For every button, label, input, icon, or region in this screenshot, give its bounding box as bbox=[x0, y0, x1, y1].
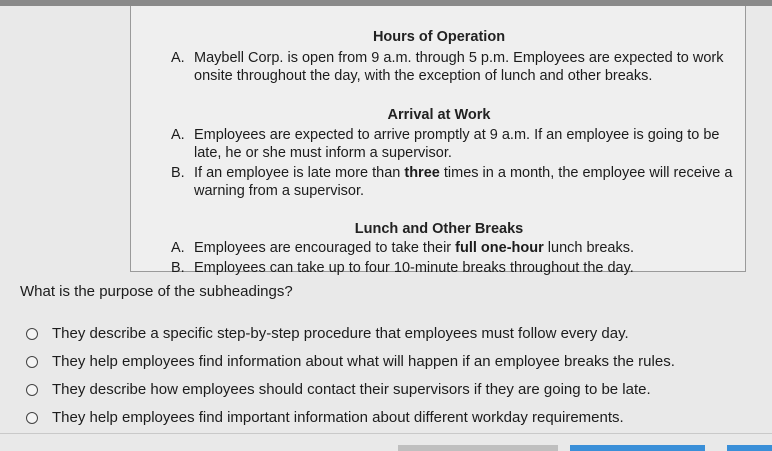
question-prompt: What is the purpose of the subheadings? bbox=[20, 283, 293, 300]
radio-button-icon[interactable] bbox=[26, 412, 38, 424]
item-letter: B. bbox=[171, 165, 185, 181]
lunch-item-b bbox=[131, 259, 747, 277]
item-letter: A. bbox=[171, 50, 185, 66]
hours-item-a bbox=[131, 49, 747, 85]
answer-option-label[interactable]: They help employees find important information about different workday requirements. bbox=[52, 409, 624, 426]
answer-option-label[interactable]: They describe how employees should contact their supervisors if they are going to be late. bbox=[52, 381, 651, 398]
footer-divider bbox=[0, 433, 772, 434]
item-text-part: lunch breaks. bbox=[543, 240, 635, 256]
item-letter: A. bbox=[171, 127, 185, 143]
radio-button-icon[interactable] bbox=[26, 356, 38, 368]
item-text: Employees are expected to arrive promptly at 9 a.m. If an employee is going to be late, he or she must inform a supervisor. bbox=[194, 127, 720, 161]
subheading-arrival-at-work: Arrival at Work bbox=[387, 107, 491, 123]
item-letter: B. bbox=[171, 260, 185, 276]
item-text-bold: full one-hour bbox=[455, 240, 544, 256]
item-text-part: Employees are encouraged to take their bbox=[194, 240, 456, 256]
section-hours-of-operation bbox=[131, 28, 747, 85]
answer-option-label[interactable]: They describe a specific step-by-step procedure that employees must follow every day. bbox=[52, 325, 629, 342]
item-letter: A. bbox=[171, 240, 185, 256]
item-text-part: times in a month, the employee will receive a warning from a supervisor. bbox=[194, 165, 733, 199]
arrival-item-a bbox=[131, 126, 747, 162]
radio-button-icon[interactable] bbox=[26, 328, 38, 340]
answer-option-4[interactable] bbox=[26, 404, 675, 432]
item-text-part: If an employee is late more than bbox=[194, 165, 405, 181]
footer-button-secondary[interactable] bbox=[727, 445, 772, 451]
answer-option-2[interactable] bbox=[26, 348, 675, 376]
item-text-bold: three bbox=[404, 165, 440, 181]
subheading-lunch-and-other-breaks: Lunch and Other Breaks bbox=[354, 221, 524, 237]
answer-option-label[interactable]: They help employees find information about what will happen if an employee breaks the rules. bbox=[52, 353, 675, 370]
radio-button-icon[interactable] bbox=[26, 384, 38, 396]
section-arrival-at-work bbox=[131, 106, 747, 200]
footer-button-primary[interactable] bbox=[570, 445, 705, 451]
item-text: Maybell Corp. is open from 9 a.m. through 5 p.m. Employees are expected to work onsite throughout the day, with the exception of lunch and other breaks. bbox=[194, 50, 724, 84]
lunch-item-a bbox=[131, 239, 747, 257]
item-text: Employees can take up to four 10-minute breaks throughout the day. bbox=[194, 260, 634, 276]
passage-panel bbox=[130, 6, 746, 276]
subheading-hours-of-operation: Hours of Operation bbox=[372, 29, 506, 45]
answer-options bbox=[26, 320, 675, 432]
arrival-item-b bbox=[131, 164, 747, 200]
section-lunch-and-other-breaks bbox=[131, 220, 747, 277]
answer-option-3[interactable] bbox=[26, 376, 675, 404]
footer-button-neutral[interactable] bbox=[398, 445, 558, 451]
answer-option-1[interactable] bbox=[26, 320, 675, 348]
